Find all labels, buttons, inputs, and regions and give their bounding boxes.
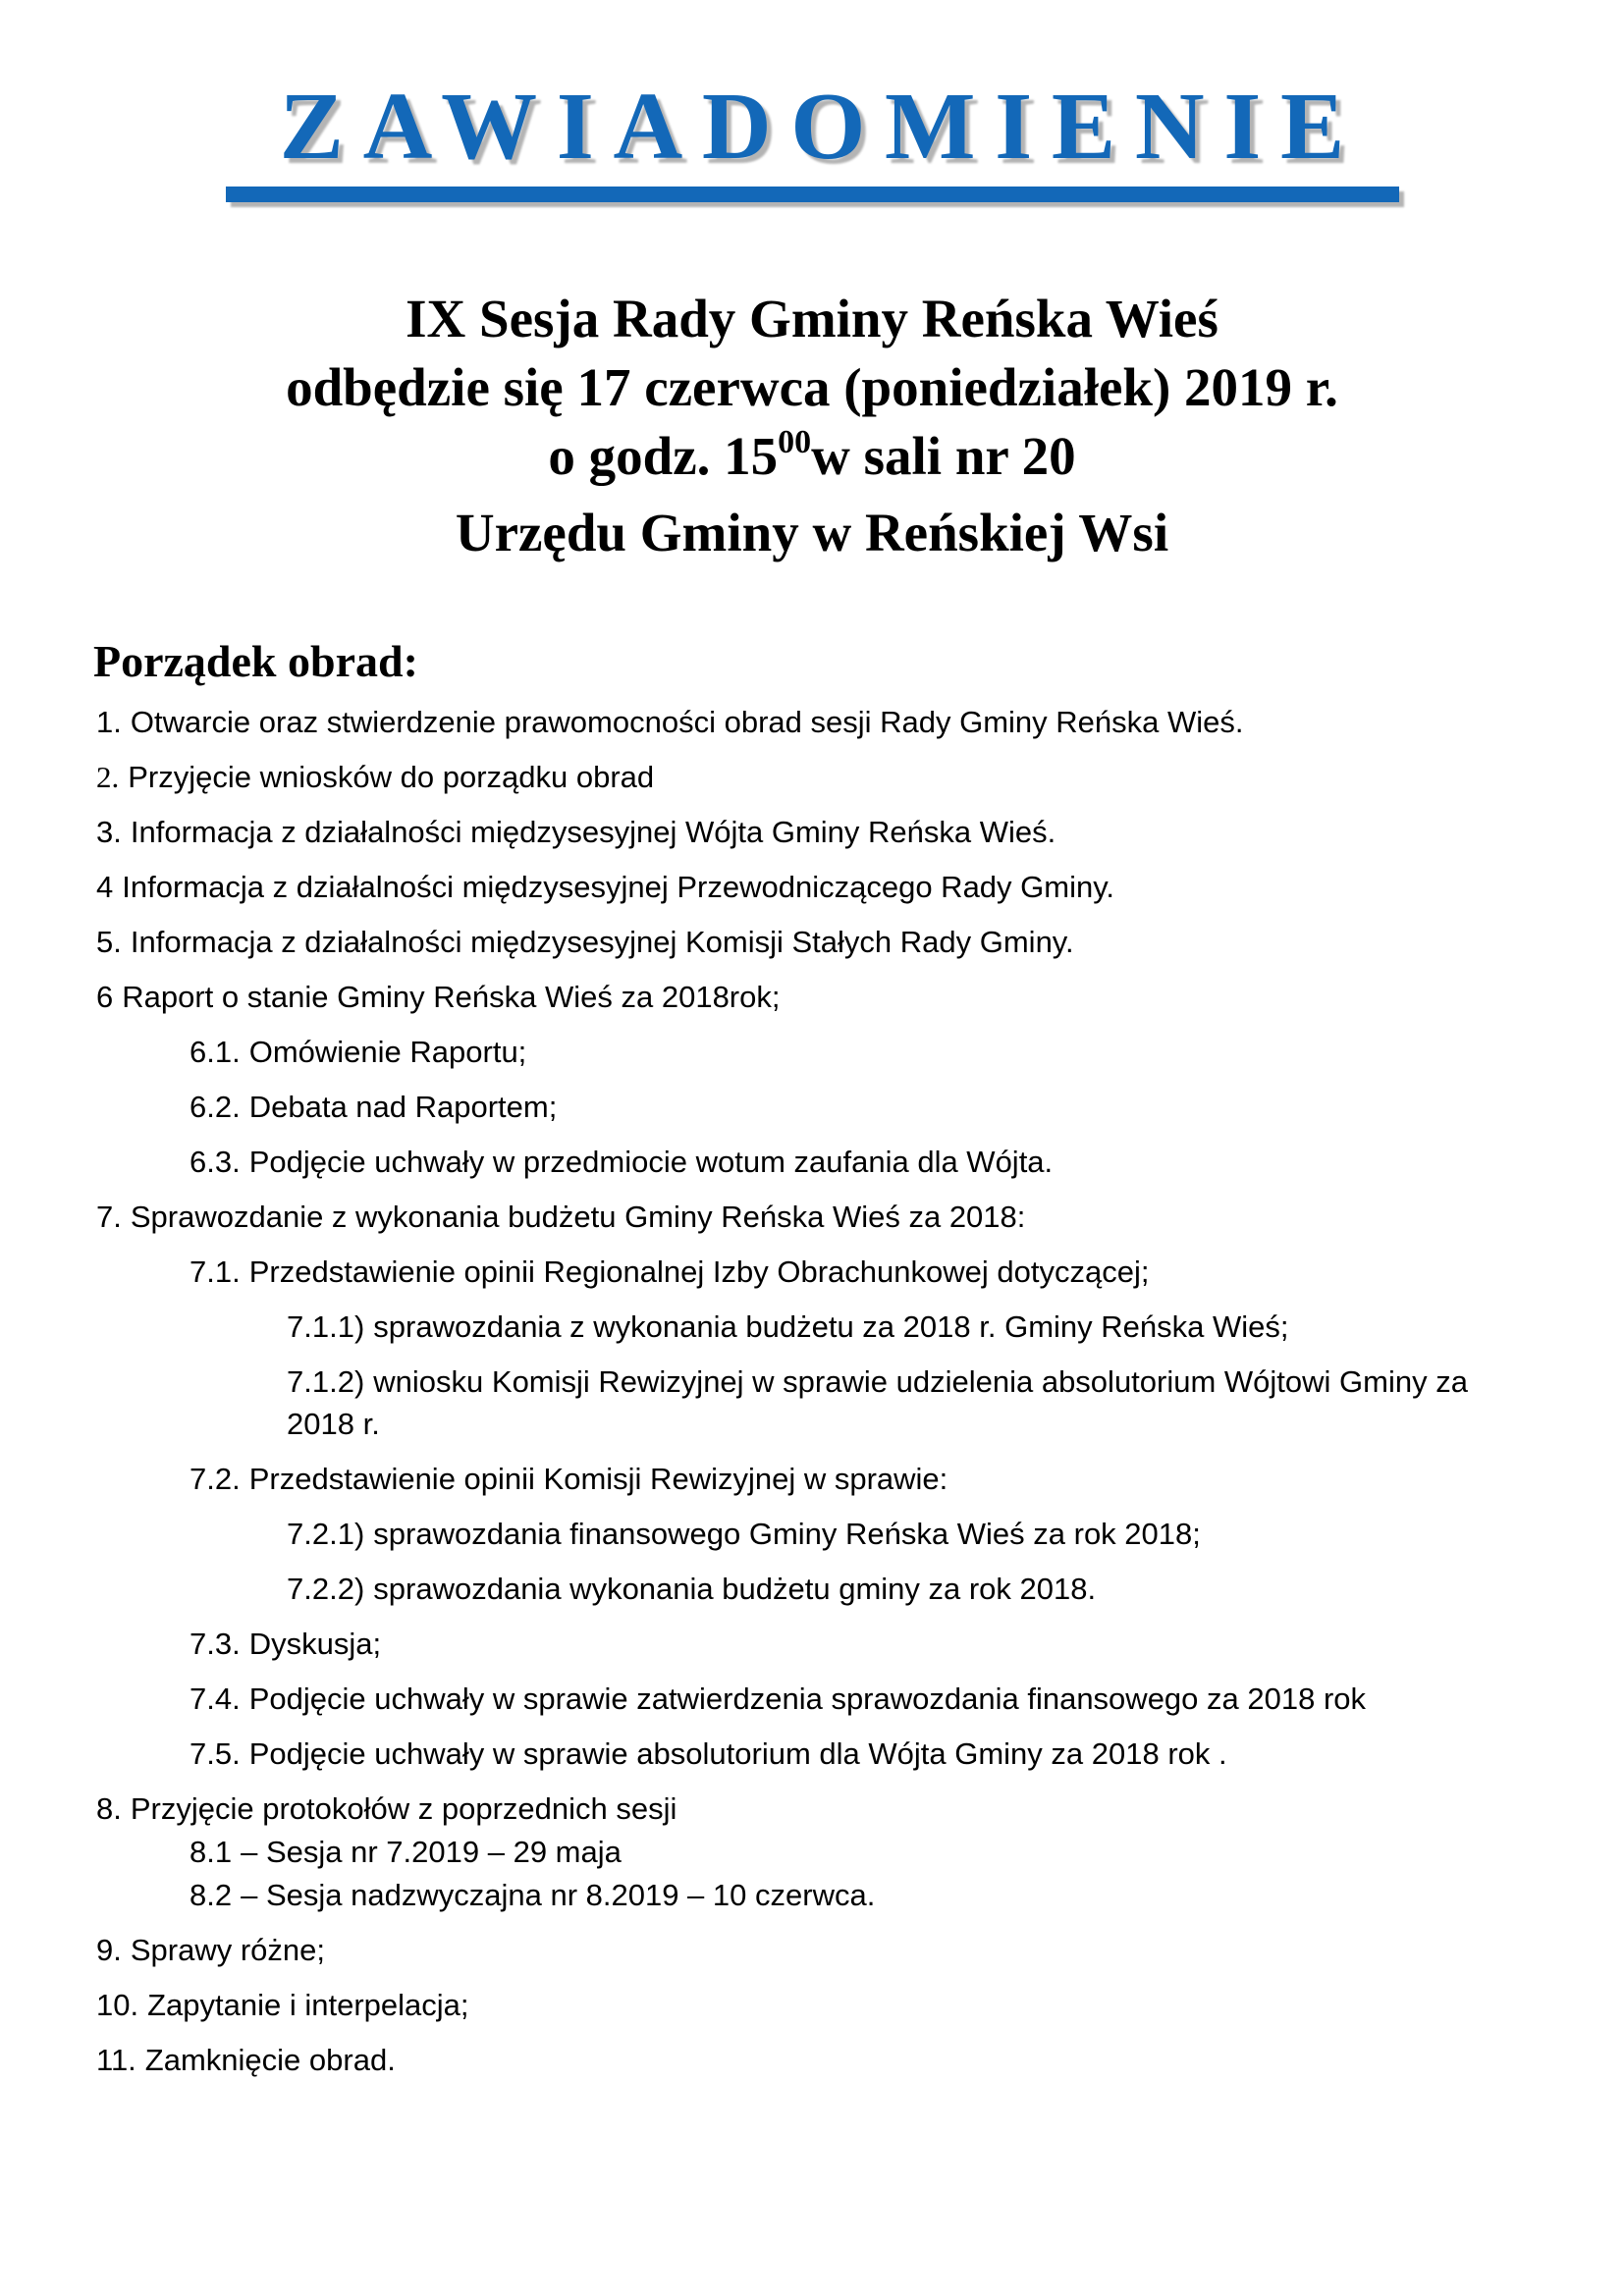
agenda-item-7-1-2-number: 7.1.2) <box>287 1364 365 1400</box>
session-time-suffix: w sali nr 20 <box>811 426 1076 486</box>
agenda-item-8-2-text: – Sesja nadzwyczajna nr 8.2019 – 10 czerwca. <box>241 1878 876 1913</box>
agenda-item-7-5-text: Podjęcie uchwały w sprawie absolutorium dla Wójta Gminy za 2018 rok . <box>248 1736 1227 1772</box>
agenda-item-8-2-number: 8.2 <box>189 1878 233 1913</box>
agenda-item-10-text: Zapytanie i interpelacja; <box>147 1988 469 2023</box>
agenda-item-8-1 <box>96 1831 1528 1873</box>
agenda-item-4-number: 4 <box>96 870 114 905</box>
session-header-line1: IX Sesja Rady Gminy Reńska Wieś <box>406 289 1218 348</box>
agenda-item-7-1-1-text: sprawozdania z wykonania budżetu za 2018 r. Gminy Reńska Wieś; <box>373 1309 1289 1345</box>
agenda-item-9-number: 9. <box>96 1933 122 1968</box>
agenda-item-4-text: Informacja z działalności międzysesyjnej Przewodniczącego Rady Gminy. <box>122 870 1115 905</box>
agenda-item-7-number: 7. <box>96 1200 122 1235</box>
agenda-item-5-text: Informacja z działalności międzysesyjnej Komisji Stałych Rady Gminy. <box>130 925 1074 960</box>
agenda-item-6-3 <box>96 1141 1528 1183</box>
agenda-item-6-2 <box>96 1086 1528 1128</box>
agenda-item-7-text: Sprawozdanie z wykonania budżetu Gminy Reńska Wieś za 2018: <box>130 1200 1026 1235</box>
session-header <box>0 285 1624 567</box>
session-header-line3 <box>0 422 1624 499</box>
agenda-item-11 <box>96 2039 1528 2081</box>
agenda-item-6-1 <box>96 1031 1528 1073</box>
agenda-item-11-text: Zamknięcie obrad. <box>144 2043 396 2078</box>
agenda-item-7-2-text: Przedstawienie opinii Komisji Rewizyjnej w sprawie: <box>248 1462 948 1497</box>
session-header-line2: odbędzie się 17 czerwca (poniedziałek) 2019 r. <box>286 357 1338 417</box>
agenda-item-8-2 <box>96 1874 1528 1916</box>
agenda-item-6-text: Raport o stanie Gminy Reńska Wieś za 2018rok; <box>122 980 781 1015</box>
title-underline-bar <box>226 187 1399 202</box>
agenda-item-6-number: 6 <box>96 980 114 1015</box>
agenda-item-7-5 <box>96 1733 1528 1775</box>
agenda-item-5-number: 5. <box>96 925 122 960</box>
agenda-item-7-3 <box>96 1623 1528 1665</box>
agenda-item-7-3-number: 7.3. <box>189 1627 241 1662</box>
agenda-item-7-1-number: 7.1. <box>189 1255 241 1290</box>
agenda-item-6-2-text: Debata nad Raportem; <box>248 1090 558 1125</box>
document-title: ZAWIADOMIENIE <box>279 74 1364 180</box>
agenda-item-9-text: Sprawy różne; <box>130 1933 325 1968</box>
agenda-item-7-1-1-number: 7.1.1) <box>287 1309 365 1345</box>
agenda-item-7-3-text: Dyskusja; <box>248 1627 382 1662</box>
agenda-item-7-1-text: Przedstawienie opinii Regionalnej Izby Obrachunkowej dotyczącej; <box>248 1255 1150 1290</box>
agenda-item-8-1-number: 8.1 <box>189 1835 233 1870</box>
agenda-item-6-3-text: Podjęcie uchwały w przedmiocie wotum zaufania dla Wójta. <box>248 1145 1054 1180</box>
agenda-item-4 <box>96 866 1528 908</box>
agenda-item-2-number: 2. <box>96 760 120 795</box>
agenda-item-6-3-number: 6.3. <box>189 1145 241 1180</box>
agenda-item-7 <box>96 1196 1528 1238</box>
agenda-item-10 <box>96 1984 1528 2026</box>
agenda-item-7-5-number: 7.5. <box>189 1736 241 1772</box>
agenda-item-3-number: 3. <box>96 815 122 850</box>
agenda-item-8 <box>96 1788 1528 1830</box>
agenda-item-3-text: Informacja z działalności międzysesyjnej Wójta Gminy Reńska Wieś. <box>130 815 1056 850</box>
agenda-item-1 <box>96 701 1528 743</box>
agenda-item-7-2 <box>96 1458 1528 1500</box>
agenda-item-7-2-1 <box>96 1513 1528 1555</box>
agenda-item-6-1-number: 6.1. <box>189 1035 241 1070</box>
agenda-item-7-2-2-number: 7.2.2) <box>287 1572 365 1607</box>
agenda-item-7-4 <box>96 1678 1528 1720</box>
agenda-item-11-number: 11. <box>96 2043 136 2078</box>
agenda-item-5 <box>96 921 1528 963</box>
agenda-item-7-2-1-number: 7.2.1) <box>287 1517 365 1552</box>
agenda-item-9 <box>96 1929 1528 1971</box>
agenda-item-7-1-1 <box>96 1306 1528 1348</box>
agenda-item-7-1-2-text: wniosku Komisji Rewizyjnej w sprawie udzielenia absolutorium Wójtowi Gminy za 2018 r. <box>287 1364 1468 1442</box>
agenda-item-7-4-text: Podjęcie uchwały w sprawie zatwierdzenia sprawozdania finansowego za 2018 rok <box>248 1682 1367 1717</box>
agenda-item-7-2-2 <box>96 1568 1528 1610</box>
agenda-list <box>96 701 1528 2081</box>
agenda-item-6 <box>96 976 1528 1018</box>
session-time-prefix: o godz. 15 <box>548 426 779 486</box>
agenda-item-7-2-1-text: sprawozdania finansowego Gminy Reńska Wieś za rok 2018; <box>373 1517 1201 1552</box>
agenda-item-3 <box>96 811 1528 853</box>
agenda-item-1-text: Otwarcie oraz stwierdzenie prawomocności obrad sesji Rady Gminy Reńska Wieś. <box>130 705 1244 740</box>
agenda-item-10-number: 10. <box>96 1988 139 2023</box>
agenda-item-7-1-2 <box>96 1361 1528 1445</box>
agenda-item-7-2-number: 7.2. <box>189 1462 241 1497</box>
session-time-superscript: 00 <box>778 424 812 460</box>
agenda-heading: Porządek obrad: <box>93 636 418 686</box>
agenda-item-8-text: Przyjęcie protokołów z poprzednich sesji <box>130 1791 677 1827</box>
session-header-line4: Urzędu Gminy w Reńskiej Wsi <box>455 503 1169 562</box>
agenda-item-2 <box>96 756 1528 798</box>
agenda-item-2-text: Przyjęcie wniosków do porządku obrad <box>128 760 655 795</box>
agenda-item-7-4-number: 7.4. <box>189 1682 241 1717</box>
agenda-item-7-1 <box>96 1251 1528 1293</box>
agenda-item-7-2-2-text: sprawozdania wykonania budżetu gminy za rok 2018. <box>373 1572 1097 1607</box>
agenda-item-1-number: 1. <box>96 705 122 740</box>
agenda-item-6-1-text: Omówienie Raportu; <box>248 1035 527 1070</box>
agenda-item-8-number: 8. <box>96 1791 122 1827</box>
agenda-item-8-1-text: – Sesja nr 7.2019 – 29 maja <box>241 1835 622 1870</box>
agenda-item-6-2-number: 6.2. <box>189 1090 241 1125</box>
